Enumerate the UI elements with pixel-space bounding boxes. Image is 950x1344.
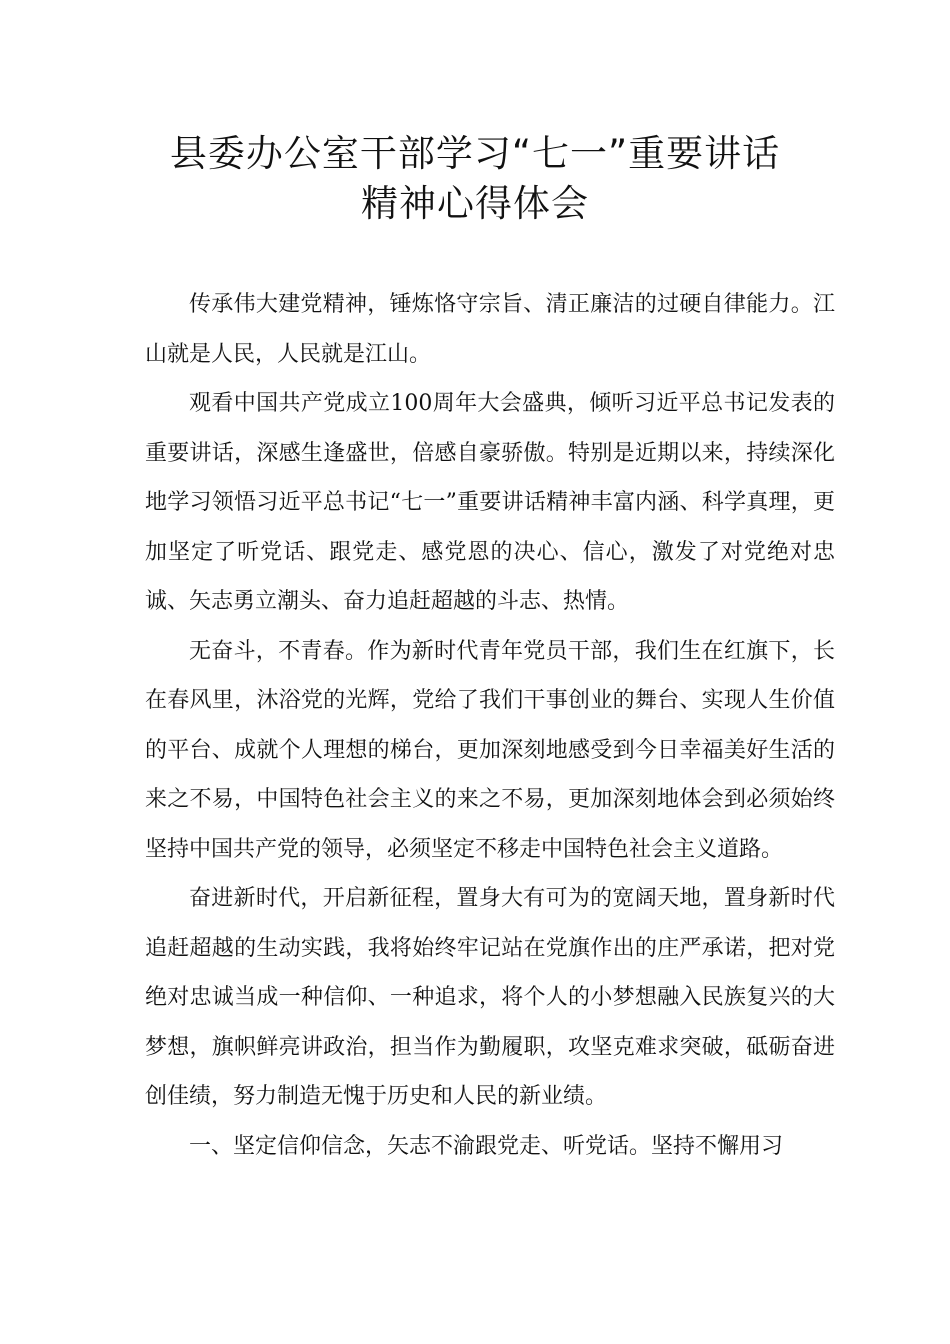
paragraph-4: 奋进新时代，开启新征程，置身大有可为的宽阔天地，置身新时代追赶超越的生动实践，我将始终牢记站在党旗作出的庄严承诺，把对党绝对忠诚当成一种信仰、一种追求，将个人的小梦想融入民族复兴的大梦想，旗帜鲜亮讲政治，担当作为勤履职，攻坚克难求突破，砥砺奋进创佳绩，努力制造无愧于历史和人民的新业绩。 [145, 886, 835, 1109]
document-body [145, 280, 835, 1171]
paragraph-5: 一、坚定信仰信念，矢志不渝跟党走、听党话。坚持不懈用习 [189, 1133, 784, 1159]
paragraph-3: 无奋斗，不青春。作为新时代青年党员干部，我们生在红旗下，长在春风里，沐浴党的光辉，党给了我们干事创业的舞台、实现人生价值的平台、成就个人理想的梯台，更加深刻地感受到今日幸福美好生活的来之不易，中国特色社会主义的来之不易，更加深刻地体会到必须始终坚持中国共产党的领导，必须坚定不移走中国特色社会主义道路。 [145, 638, 835, 862]
paragraph-2: 观看中国共产党成立100周年大会盛典，倾听习近平总书记发表的重要讲话，深感生逢盛世，倍感自豪骄傲。特别是近期以来，持续深化地学习领悟习近平总书记“七一”重要讲话精神丰富内涵、科学真理，更加坚定了听党话、跟党走、感党恩的决心、信心，激发了对党绝对忠诚、矢志勇立潮头、奋力追赶超越的斗志、热情。 [145, 391, 835, 614]
paragraph-1: 传承伟大建党精神，锤炼恪守宗旨、清正廉洁的过硬自律能力。江山就是人民，人民就是江山。 [145, 292, 835, 367]
document-title-line-1: 县委办公室干部学习“七一”重要讲话 [169, 132, 781, 175]
document-title-line-2: 精神心得体会 [361, 182, 589, 225]
